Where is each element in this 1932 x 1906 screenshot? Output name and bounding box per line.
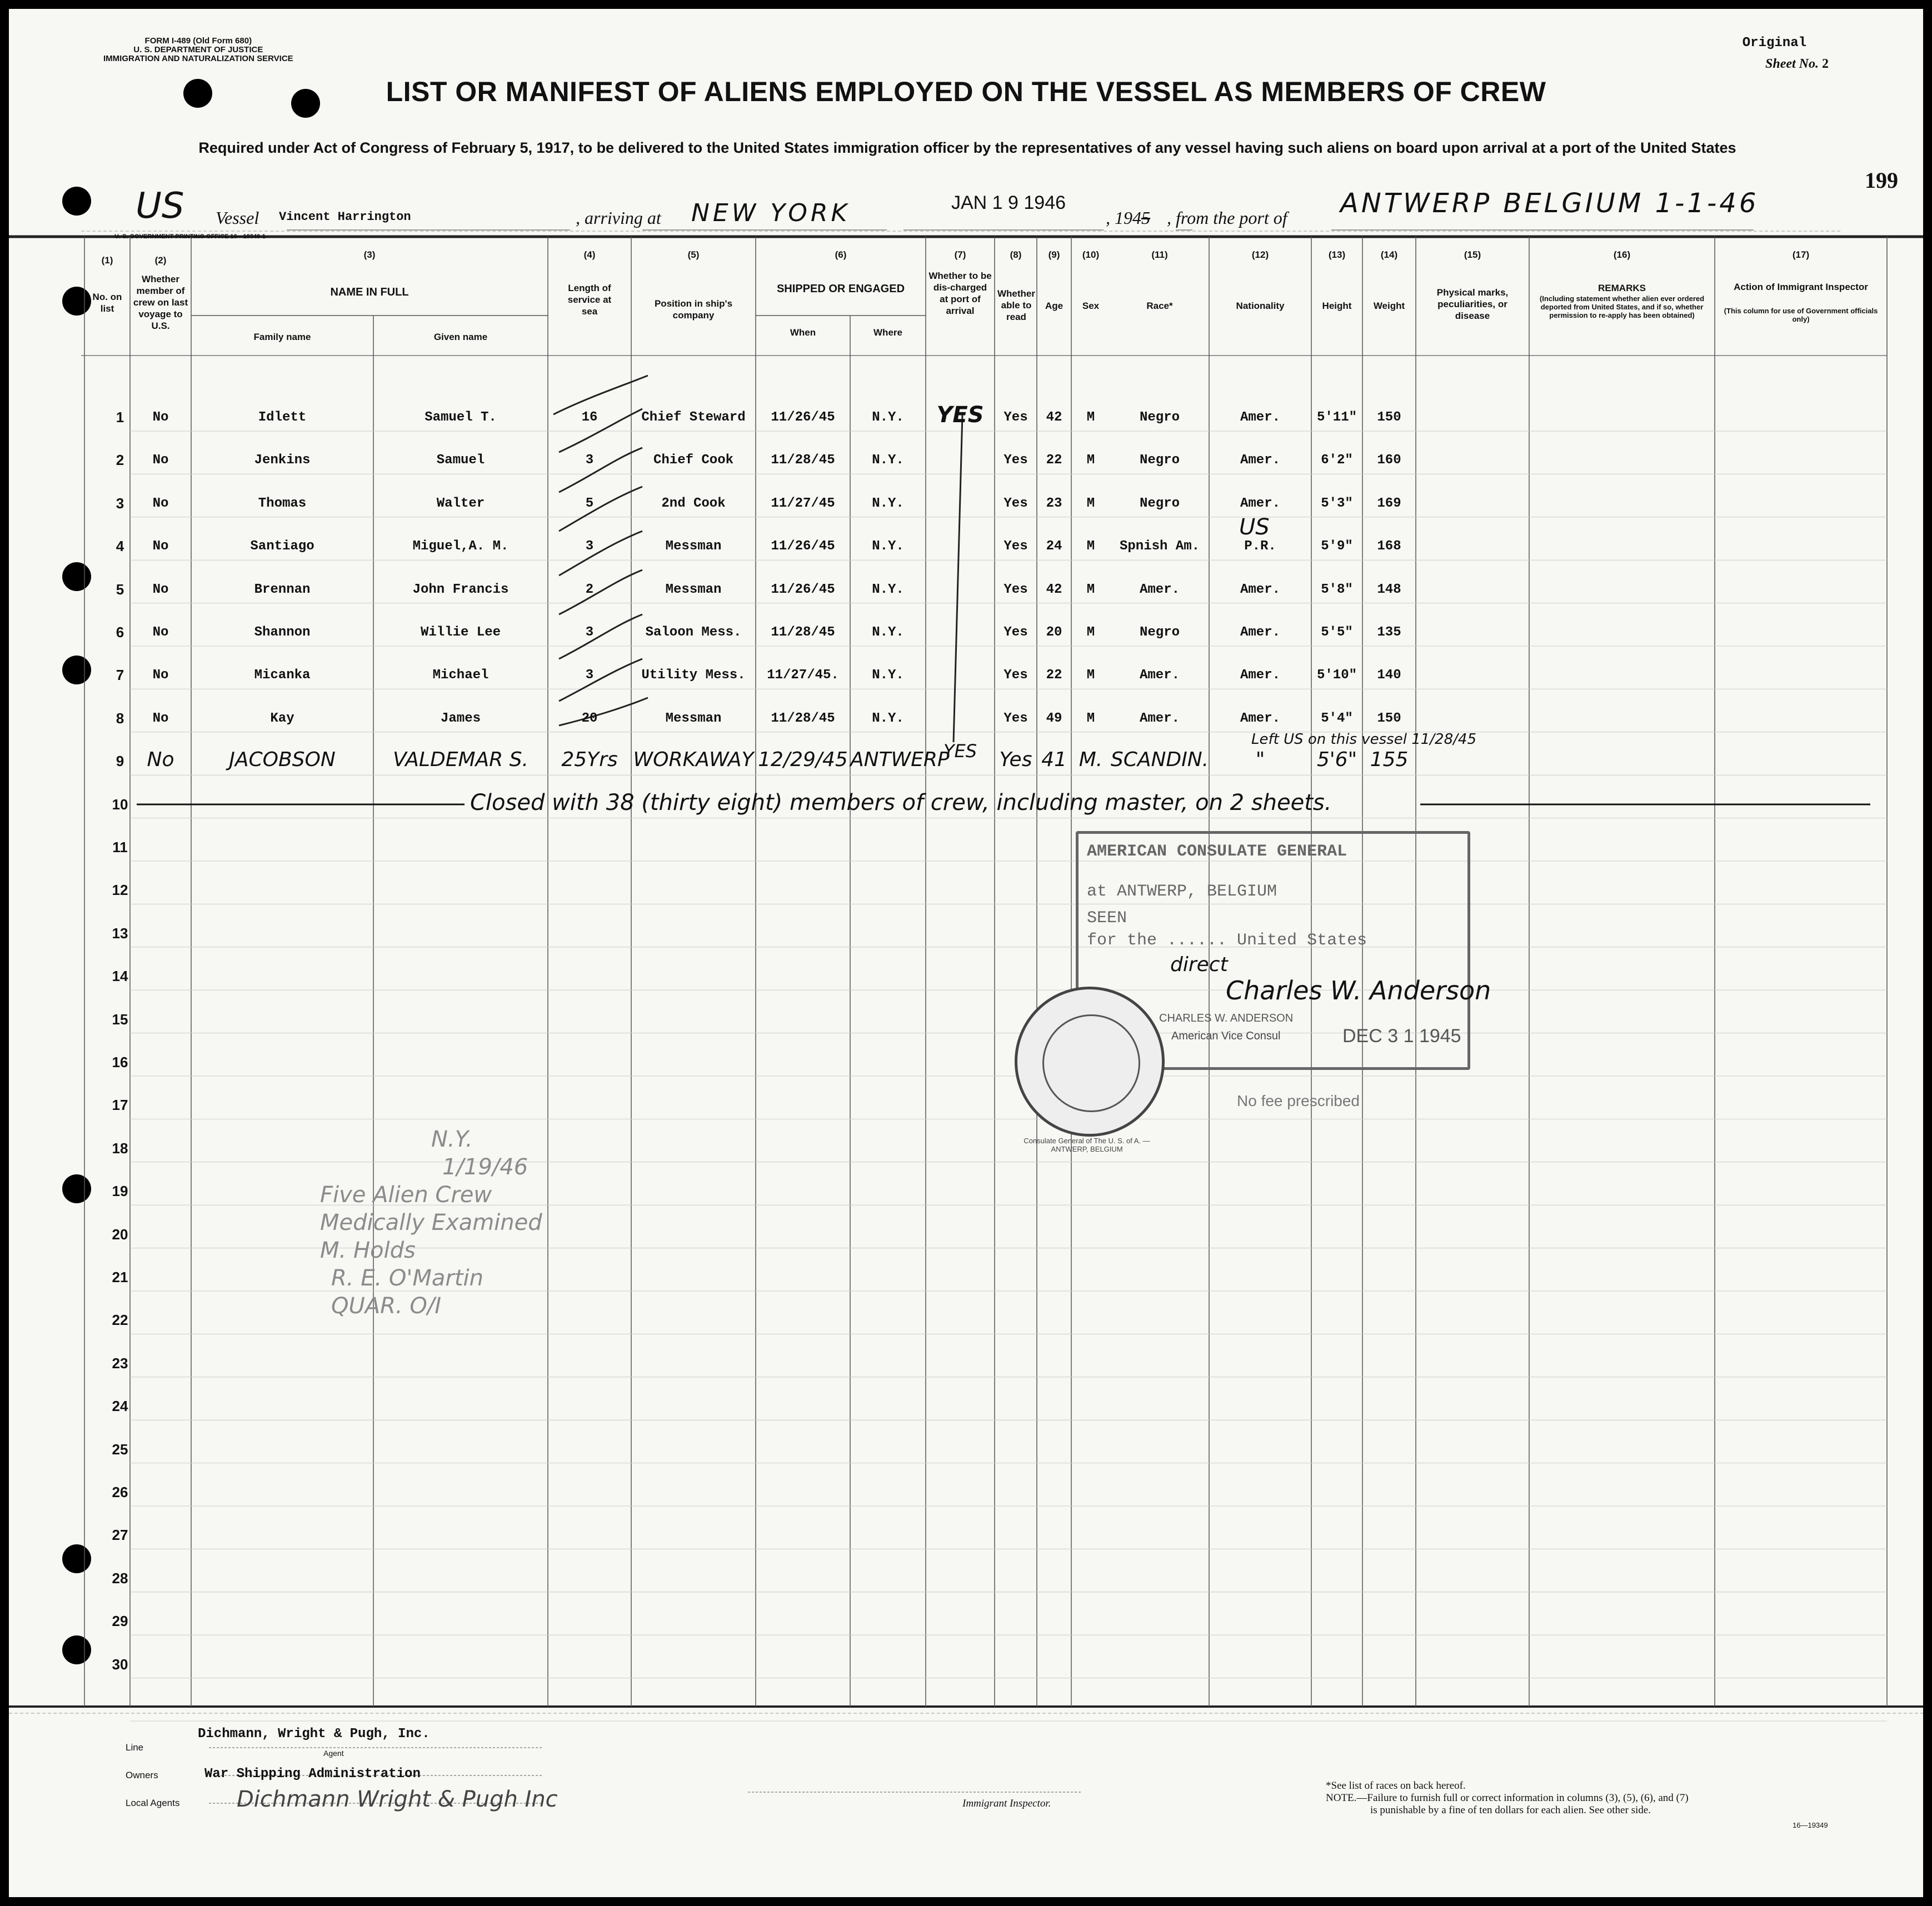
cell-when: 12/29/45 <box>758 748 848 772</box>
cell-position: Messman <box>665 711 722 726</box>
cell-height: 5'11" <box>1316 410 1357 425</box>
cell-sex: M <box>1086 453 1095 468</box>
cell-weight: 135 <box>1377 625 1401 640</box>
cell-given: James <box>440 711 481 726</box>
cell-given: Miguel,A. M. <box>412 539 509 554</box>
cell-weight: 150 <box>1377 711 1401 726</box>
cell-where: ANTWERP <box>850 748 950 772</box>
cell-race: Negro <box>1139 410 1180 425</box>
col-num: (10) <box>1082 249 1100 260</box>
header-position: Position in ship's company <box>654 298 733 321</box>
arrival-date-stamp: JAN 1 9 1946 <box>951 192 1066 213</box>
row-number: 10 <box>112 796 128 813</box>
cell-family: JACOBSON <box>229 748 336 772</box>
cell-read: Yes <box>999 748 1032 772</box>
header-sex: Sex <box>1082 301 1100 311</box>
col-num: (8) <box>1010 249 1022 260</box>
stamp-date: DEC 3 1 1945 <box>1342 1025 1461 1047</box>
header-inspector-note: (This column for use of Government officials only) <box>1724 307 1878 323</box>
cell-service: 3 <box>585 453 594 468</box>
cell-read: Yes <box>1004 668 1028 683</box>
col-num: (17) <box>1792 249 1810 260</box>
cell-given: Michael <box>432 668 489 683</box>
header-race: Race* <box>1146 301 1173 311</box>
cell-nationality: P.R. <box>1244 539 1276 554</box>
cell-age: 42 <box>1046 582 1062 597</box>
row-number: 18 <box>112 1139 128 1157</box>
cell-sex: M <box>1086 410 1095 425</box>
col-num: (14) <box>1380 249 1398 260</box>
footer-line-label: Line <box>126 1742 144 1753</box>
arriving-label: , arriving at <box>576 208 661 228</box>
cell-where: N.Y. <box>872 668 904 683</box>
cell-nationality: Amer. <box>1240 582 1280 597</box>
cell-weight: 140 <box>1377 668 1401 683</box>
cell-service: 3 <box>585 625 594 640</box>
form-id-line: FORM I-489 (Old Form 680) <box>144 36 252 46</box>
cell-nationality: Amer. <box>1240 496 1280 511</box>
header-when: When <box>790 327 816 338</box>
cell-position: WORKAWAY <box>633 748 754 772</box>
cell-where: N.Y. <box>872 410 904 425</box>
row-number: 27 <box>112 1527 128 1544</box>
header-remarks: REMARKS <box>1598 283 1646 293</box>
cell-when: 11/28/45 <box>771 453 835 468</box>
cell-prev: No <box>147 748 174 772</box>
row-number: 21 <box>112 1269 128 1285</box>
form-id-line: IMMIGRATION AND NATURALIZATION SERVICE <box>103 54 293 63</box>
header-remarks-note: (Including statement whether alien ever ordered deported from United States, and if so, whether permission to re-apply has been obtained) <box>1539 294 1705 319</box>
col-num: (3) <box>363 249 376 260</box>
cell-sex: M <box>1086 625 1095 640</box>
footer-note: NOTE.—Failure to furnish full or correct information in columns (3), (5), (6), and (7) <box>1326 1792 1689 1804</box>
cell-family: Jenkins <box>254 453 311 468</box>
cell-when: 11/27/45. <box>767 668 839 683</box>
cell-position: Chief Steward <box>641 410 746 425</box>
row-number: 14 <box>112 968 128 985</box>
seal-emblem <box>1042 1014 1140 1112</box>
cell-read: Yes <box>1004 711 1028 726</box>
cell-nationality: Amer. <box>1240 711 1280 726</box>
cell-prev: No <box>152 582 169 597</box>
header-given-name: Given name <box>433 332 488 342</box>
stamp-line: AMERICAN CONSULATE GENERAL <box>1087 842 1347 861</box>
cell-where: N.Y. <box>872 496 904 511</box>
cell-weight: 160 <box>1377 453 1401 468</box>
cell-prev: No <box>152 453 169 468</box>
row-number: 16 <box>112 1054 128 1070</box>
cell-given: John Francis <box>412 582 509 597</box>
page-number: 199 <box>1865 168 1898 193</box>
header-name-in-full: NAME IN FULL <box>330 286 409 298</box>
pencil-line: R. E. O'Martin <box>331 1265 484 1291</box>
sheet-label: Sheet No. <box>1765 57 1819 71</box>
no-fee-stamp: No fee prescribed <box>1237 1092 1360 1109</box>
cell-height: 5'9" <box>1321 539 1353 554</box>
col-num: (7) <box>954 249 966 260</box>
cell-age: 49 <box>1046 711 1062 726</box>
cell-family: Thomas <box>258 496 307 511</box>
act-statement: Required under Act of Congress of February 5, 1917, to be delivered to the United States immigration officer by the representatives of any vessel having such aliens on board upon arrival at a port of the United States <box>198 139 1736 156</box>
row-number: 4 <box>116 538 124 555</box>
cell-prev: No <box>152 668 169 683</box>
cell-when: 11/26/45 <box>771 582 835 597</box>
cell-position: Messman <box>665 539 722 554</box>
year-prefix: , 194 <box>1106 208 1141 228</box>
cell-family: Idlett <box>258 410 307 425</box>
seal-text: Consulate General of The U. S. of A. — ANTWERP, BELGIUM <box>1024 1137 1150 1153</box>
cell-service: 25Yrs <box>561 748 618 772</box>
cell-nationality: Amer. <box>1240 453 1280 468</box>
cell-given: VALDEMAR S. <box>393 748 528 772</box>
header-service: Length of service at sea <box>567 283 612 317</box>
cell-nationality: Amer. <box>1240 410 1280 425</box>
pencil-note <box>320 1125 542 1320</box>
stamp-line: SEEN <box>1087 909 1127 928</box>
consul-title: American Vice Consul <box>1171 1030 1281 1042</box>
cell-family: Kay <box>270 711 294 726</box>
cell-where: N.Y. <box>872 453 904 468</box>
cell-weight: 168 <box>1377 539 1401 554</box>
cell-age: 20 <box>1046 625 1062 640</box>
original-label: Original <box>1742 36 1806 51</box>
col-num: (12) <box>1251 249 1269 260</box>
header-no-on-list: No. on list <box>92 292 122 314</box>
row-number: 29 <box>112 1613 128 1630</box>
cell-given: Walter <box>436 496 485 511</box>
row-number: 17 <box>112 1097 128 1114</box>
stamp-line: at ANTWERP, BELGIUM <box>1087 882 1277 901</box>
row-number: 1 <box>116 409 124 426</box>
cell-prev: No <box>152 410 169 425</box>
cell-discharged: YES <box>936 402 984 428</box>
stamp-direct: direct <box>1170 953 1228 976</box>
cell-weight: 148 <box>1377 582 1401 597</box>
cell-height: 5'10" <box>1316 668 1357 683</box>
cell-service: 3 <box>585 539 594 554</box>
cell-read: Yes <box>1004 625 1028 640</box>
cell-sex: M <box>1086 496 1095 511</box>
row-number: 22 <box>112 1312 128 1329</box>
cell-service: 2 <box>585 582 594 597</box>
col-num: (15) <box>1464 249 1481 260</box>
cell-when: 11/27/45 <box>771 496 835 511</box>
header-discharged: Whether to be dis-charged at port of arrival <box>928 271 992 316</box>
cell-given: Willie Lee <box>420 625 501 640</box>
footer-local-agents-signature: Dichmann Wright & Pugh Inc <box>237 1787 558 1812</box>
cell-position: Messman <box>665 582 722 597</box>
cell-service: 5 <box>585 496 594 511</box>
consul-signature: Charles W. Anderson <box>1226 975 1491 1005</box>
footer-local-agents-label: Local Agents <box>126 1798 180 1808</box>
header-height: Height <box>1322 301 1352 311</box>
cell-race: Spnish Am. <box>1119 539 1200 554</box>
cell-race: Amer. <box>1139 668 1180 683</box>
closing-statement: Closed with 38 (thirty eight) members of crew, including master, on 2 sheets. <box>470 790 1332 816</box>
cell-race: Negro <box>1139 496 1180 511</box>
cell-service: 3 <box>585 668 594 683</box>
cell-when: 11/28/45 <box>771 625 835 640</box>
cell-nationality: " <box>1255 748 1265 772</box>
cell-race: SCANDIN. <box>1110 748 1209 772</box>
form-id-line: U. S. DEPARTMENT OF JUSTICE <box>133 45 263 54</box>
row4-us-note: US <box>1239 514 1270 540</box>
vessel-prefix: US <box>136 186 184 227</box>
vessel-name: Vincent Harrington <box>279 210 411 224</box>
row-number: 28 <box>112 1569 128 1587</box>
cell-age: 22 <box>1046 453 1062 468</box>
cell-height: 6'2" <box>1321 453 1353 468</box>
cell-when: 11/26/45 <box>771 539 835 554</box>
consul-name: CHARLES W. ANDERSON <box>1159 1012 1294 1024</box>
header-shipped: SHIPPED OR ENGAGED <box>776 283 905 295</box>
stamp-line: for the ...... United States <box>1087 931 1367 950</box>
cell-age: 41 <box>1041 748 1067 772</box>
cell-age: 22 <box>1046 668 1062 683</box>
row-number: 13 <box>112 924 128 942</box>
header-weight: Weight <box>1373 301 1405 311</box>
pencil-line: 1/19/46 <box>442 1154 528 1180</box>
cell-race: Negro <box>1139 453 1180 468</box>
col-num: (2) <box>154 255 167 266</box>
row-number: 7 <box>116 667 124 684</box>
cell-when: 11/26/45 <box>771 410 835 425</box>
cell-height: 5'6" <box>1316 748 1357 772</box>
row9-remark: Left US on this vessel 11/28/45 <box>1251 731 1476 748</box>
consulate-seal <box>1015 987 1165 1137</box>
col-num: (4) <box>583 249 596 260</box>
footer-note: *See list of races on back hereof. <box>1326 1780 1466 1792</box>
cell-weight: 169 <box>1377 496 1401 511</box>
row-number: 26 <box>112 1484 128 1500</box>
cell-weight: 150 <box>1377 410 1401 425</box>
row-number: 25 <box>112 1440 128 1458</box>
cell-family: Brennan <box>254 582 311 597</box>
footer-note: is punishable by a fine of ten dollars for each alien. See other side. <box>1370 1804 1651 1816</box>
header-age: Age <box>1045 301 1064 311</box>
cell-read: Yes <box>1004 410 1028 425</box>
cell-sex: M <box>1086 539 1095 554</box>
cell-where: N.Y. <box>872 582 904 597</box>
cell-sex: M <box>1086 668 1095 683</box>
header-family-name: Family name <box>253 332 311 342</box>
form-code: 16—19349 <box>1793 1821 1828 1829</box>
from-port: ANTWERP BELGIUM 1-1-46 <box>1340 188 1759 219</box>
cell-position: Saloon Mess. <box>645 625 742 640</box>
col-num: (13) <box>1328 249 1346 260</box>
cell-where: N.Y. <box>872 539 904 554</box>
row-number: 2 <box>116 452 124 469</box>
cell-when: 11/28/45 <box>771 711 835 726</box>
row-number: 30 <box>112 1655 128 1673</box>
cell-height: 5'5" <box>1321 625 1353 640</box>
cell-age: 42 <box>1046 410 1062 425</box>
cell-where: N.Y. <box>872 625 904 640</box>
year-digit: 5 <box>1141 208 1150 228</box>
cell-service: 20 <box>581 711 598 726</box>
row-number: 6 <box>116 624 124 641</box>
cell-sex: M. <box>1079 748 1103 772</box>
cell-family: Shannon <box>254 625 311 640</box>
footer-notes <box>1326 1780 1689 1817</box>
pencil-line: N.Y. <box>431 1127 473 1152</box>
from-label: , from the port of <box>1167 208 1287 228</box>
cell-prev: No <box>152 625 169 640</box>
col-num: (11) <box>1151 249 1168 260</box>
cell-race: Amer. <box>1139 582 1180 597</box>
row-number: 24 <box>112 1398 128 1415</box>
cell-read: Yes <box>1004 496 1028 511</box>
cell-position: Chief Cook <box>653 453 734 468</box>
cell-age: 24 <box>1046 539 1062 554</box>
pencil-line: M. Holds <box>320 1238 416 1263</box>
pencil-line: QUAR. O/I <box>331 1293 442 1319</box>
cell-weight: 155 <box>1370 748 1409 772</box>
cell-prev: No <box>152 539 169 554</box>
cell-discharged: YES <box>943 741 977 762</box>
cell-sex: M <box>1086 582 1095 597</box>
arriving-at: NEW YORK <box>691 199 851 227</box>
row-number: 19 <box>112 1183 128 1200</box>
row-number: 11 <box>112 839 128 856</box>
header-able-to-read: Whether able to read <box>997 288 1035 322</box>
header-where: Where <box>873 327 902 338</box>
row-number: 8 <box>116 709 124 727</box>
cell-where: N.Y. <box>872 711 904 726</box>
cell-height: 5'4" <box>1321 711 1353 726</box>
cell-given: Samuel <box>436 453 485 468</box>
row-number: 15 <box>112 1010 128 1028</box>
cell-sex: M <box>1086 711 1095 726</box>
row-number: 23 <box>112 1354 128 1372</box>
col-num: (16) <box>1613 249 1631 260</box>
cell-height: 5'3" <box>1321 496 1353 511</box>
immigrant-inspector-label: Immigrant Inspector. <box>962 1798 1051 1809</box>
row-number: 5 <box>116 581 124 598</box>
cell-position: 2nd Cook <box>661 496 726 511</box>
cell-read: Yes <box>1004 453 1028 468</box>
cell-service: 16 <box>581 410 598 425</box>
cell-race: Amer. <box>1139 711 1180 726</box>
cell-given: Samuel T. <box>425 410 497 425</box>
cell-position: Utility Mess. <box>641 668 746 683</box>
pencil-line: Five Alien Crew <box>320 1182 492 1208</box>
row-number: 3 <box>116 494 124 512</box>
header-physical-marks: Physical marks, peculiarities, or disease <box>1436 287 1509 321</box>
header-inspector-action: Action of Immigrant Inspector <box>1734 282 1868 292</box>
col-num: (1) <box>101 255 113 266</box>
col-num: (5) <box>687 249 700 260</box>
footer-owners-value: War Shipping Administration <box>204 1767 421 1782</box>
cell-read: Yes <box>1004 539 1028 554</box>
sheet-no-value: 2 <box>1822 57 1829 71</box>
col-num: (6) <box>835 249 847 260</box>
cell-family: Santiago <box>250 539 314 554</box>
printing-office-line: U. S. GOVERNMENT PRINTING OFFICE 16—19349-1 <box>114 233 266 240</box>
cell-nationality: Amer. <box>1240 625 1280 640</box>
cell-race: Negro <box>1139 625 1180 640</box>
footer-agent-label: Agent <box>323 1749 344 1758</box>
cell-height: 5'8" <box>1321 582 1353 597</box>
cell-age: 23 <box>1046 496 1062 511</box>
cell-family: Micanka <box>254 668 311 683</box>
row-number: 9 <box>116 753 124 770</box>
vessel-label: Vessel <box>216 208 259 228</box>
cell-prev: No <box>152 711 169 726</box>
cell-prev: No <box>152 496 169 511</box>
footer-owners-label: Owners <box>126 1770 158 1780</box>
cell-nationality: Amer. <box>1240 668 1280 683</box>
row-number: 20 <box>112 1225 128 1243</box>
cell-read: Yes <box>1004 582 1028 597</box>
col-num: (9) <box>1048 249 1060 260</box>
page-title: LIST OR MANIFEST OF ALIENS EMPLOYED ON THE VESSEL AS MEMBERS OF CREW <box>386 76 1546 107</box>
header-nationality: Nationality <box>1236 301 1285 311</box>
pencil-line: Medically Examined <box>320 1210 542 1235</box>
footer-line-value: Dichmann, Wright & Pugh, Inc. <box>198 1727 430 1742</box>
row-number: 12 <box>112 882 128 899</box>
header-last-voyage: Whether member of crew on last voyage to U.S. <box>133 274 188 331</box>
manifest-page <box>9 9 1923 1897</box>
